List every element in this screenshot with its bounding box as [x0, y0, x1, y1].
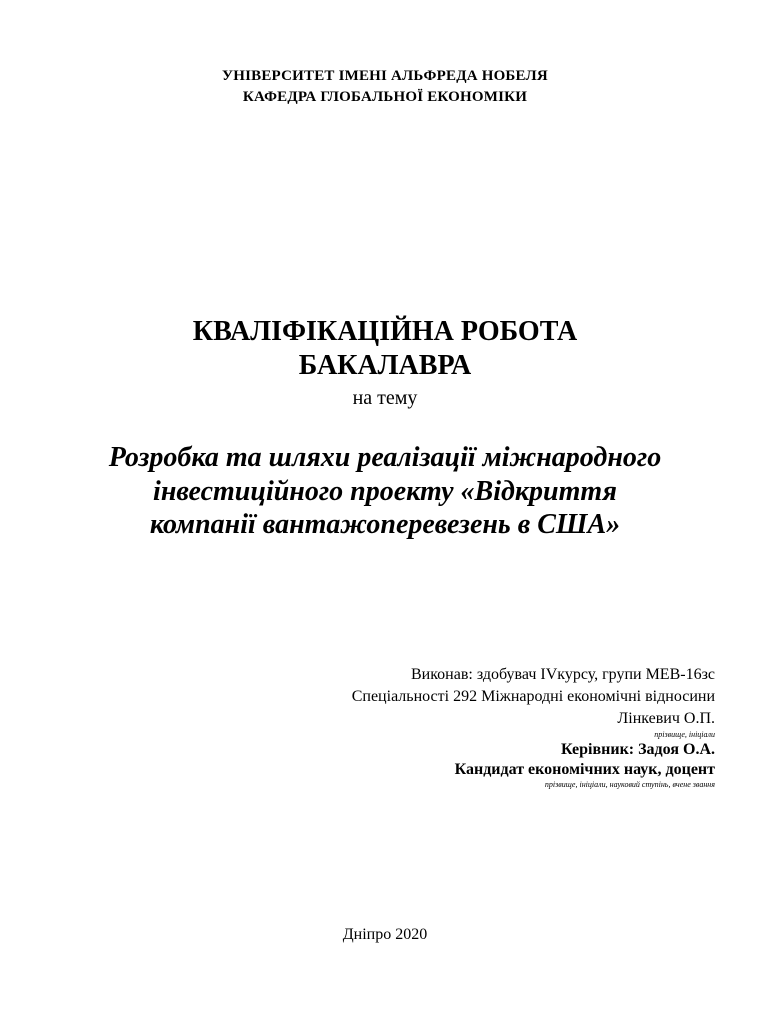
university-name: УНІВЕРСИТЕТ ІМЕНІ АЛЬФРЕДА НОБЕЛЯ [222, 68, 548, 84]
work-title-line2: БАКАЛАВРА [298, 350, 472, 381]
supervisor-degree: Кандидат економічних наук, доцент [454, 761, 715, 778]
topic-line1: Розробка та шляхи реалізації міжнародного [108, 442, 662, 473]
topic-line2: інвестиційного проекту «Відкриття [153, 476, 617, 507]
author-name: Лінкевич О.П. [617, 710, 715, 727]
topic-line3: компанії вантажоперевезень в США» [149, 509, 621, 540]
supervisor-hint: прізвище, ініціали, науковий ступінь, вчене звання [544, 780, 715, 789]
topic-intro: на тему [352, 387, 418, 409]
author-info-line1: Виконав: здобувач IVкурсу, групи МЕВ-16зс [410, 666, 715, 683]
city-year: Дніпро 2020 [342, 926, 428, 943]
department-name: КАФЕДРА ГЛОБАЛЬНОЇ ЕКОНОМІКИ [242, 89, 528, 105]
author-name-hint: прізвище, ініціали [654, 730, 715, 739]
work-title-line1: КВАЛІФІКАЦІЙНА РОБОТА [192, 316, 578, 347]
author-specialty: Спеціальності 292 Міжнародні економічні відносини [351, 688, 715, 705]
supervisor-name: Керівник: Задоя О.А. [561, 741, 715, 758]
